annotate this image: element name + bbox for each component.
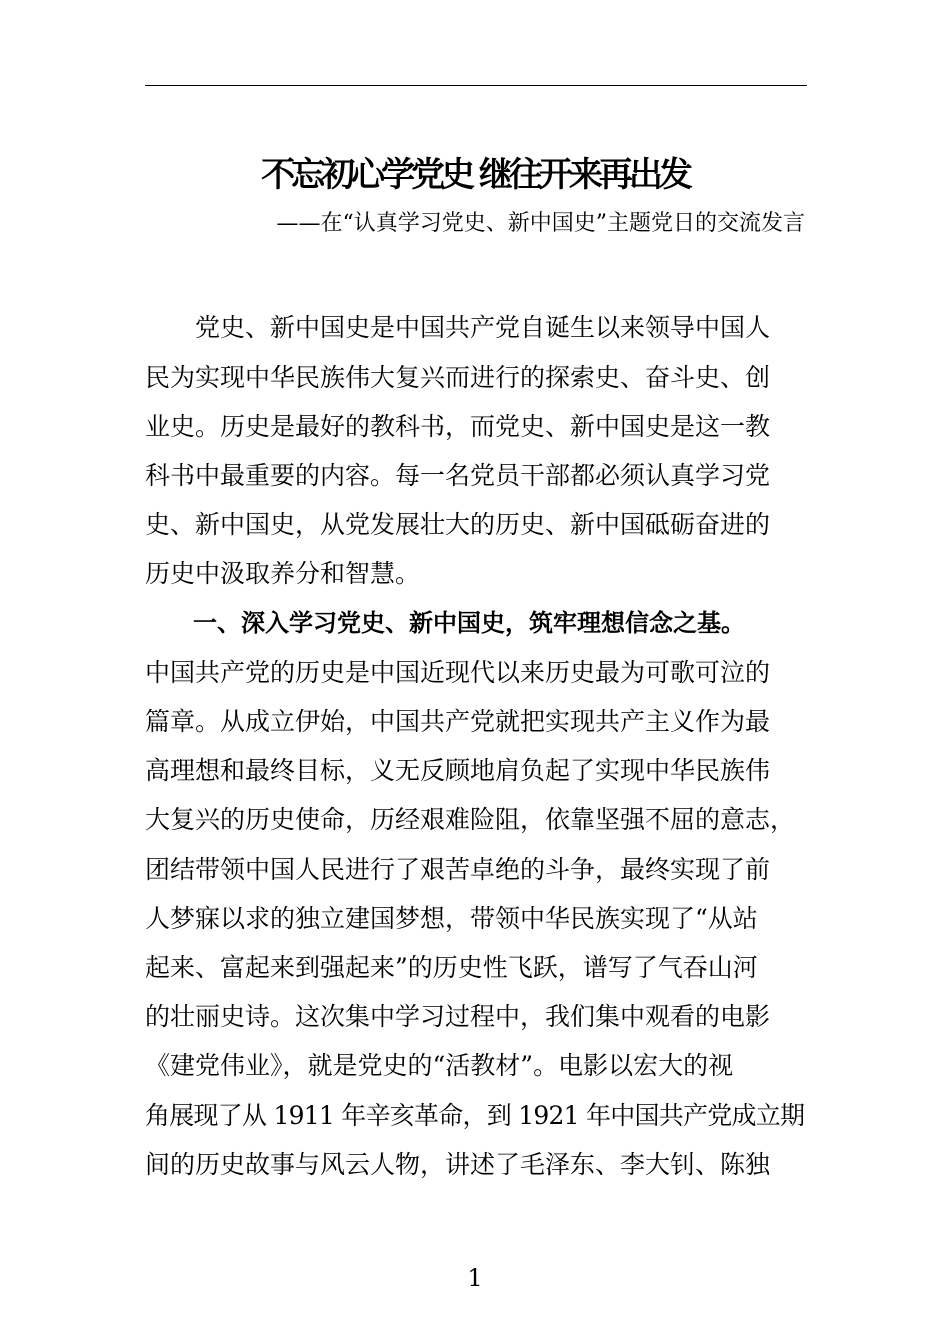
- body-line: 业史。历史是最好的教科书，而党史、新中国史是这一教: [145, 412, 771, 441]
- body-line: 团结带领中国人民进行了艰苦卓绝的斗争，最终实现了前: [145, 855, 771, 884]
- body-line: 《建党伟业》，就是党史的“活教材”。电影以宏大的视: [145, 1051, 734, 1080]
- document-title: 不忘初心学党史 继往开来再出发: [261, 155, 689, 195]
- body-line: 民为实现中华民族伟大复兴而进行的探索史、奋斗史、创: [145, 363, 771, 392]
- body-line: 史、新中国史，从党发展壮大的历史、新中国砥砺奋进的: [145, 510, 771, 539]
- body-line: 高理想和最终目标，义无反顾地肩负起了实现中华民族伟: [145, 756, 771, 785]
- body-line: 大复兴的历史使命，历经艰难险阻，依靠坚强不屈的意志，: [145, 805, 796, 834]
- body-line: 中国共产党的历史是中国近现代以来历史最为可歌可泣的: [145, 658, 771, 687]
- header-rule: [145, 85, 807, 86]
- body-line: 间的历史故事与风云人物，讲述了毛泽东、李大钊、陈独: [145, 1150, 771, 1179]
- body-line: 历史中汲取养分和智慧。: [145, 559, 421, 588]
- page-number: 1: [467, 1264, 483, 1292]
- body-line: 角展现了从 1911 年辛亥革命，到 1921 年中国共产党成立期: [145, 1101, 805, 1130]
- body-line: 篇章。从成立伊始，中国共产党就把实现共产主义作为最: [145, 707, 771, 736]
- section-heading: 一、深入学习党史、新中国史，筑牢理想信念之基。: [145, 609, 745, 637]
- body-line: 的壮丽史诗。这次集中学习过程中，我们集中观看的电影: [145, 1002, 771, 1031]
- body-line: 党史、新中国史是中国共产党自诞生以来领导中国人: [145, 313, 771, 342]
- document-subtitle: ——在“认真学习党史、新中国史”主题党日的交流发言: [276, 211, 805, 236]
- body-line: 起来、富起来到强起来”的历史性飞跃，谱写了气吞山河: [145, 953, 758, 982]
- body-line: 科书中最重要的内容。每一名党员干部都必须认真学习党: [145, 461, 771, 490]
- body-line: 人梦寐以求的独立建国梦想，带领中华民族实现了“从站: [145, 904, 758, 933]
